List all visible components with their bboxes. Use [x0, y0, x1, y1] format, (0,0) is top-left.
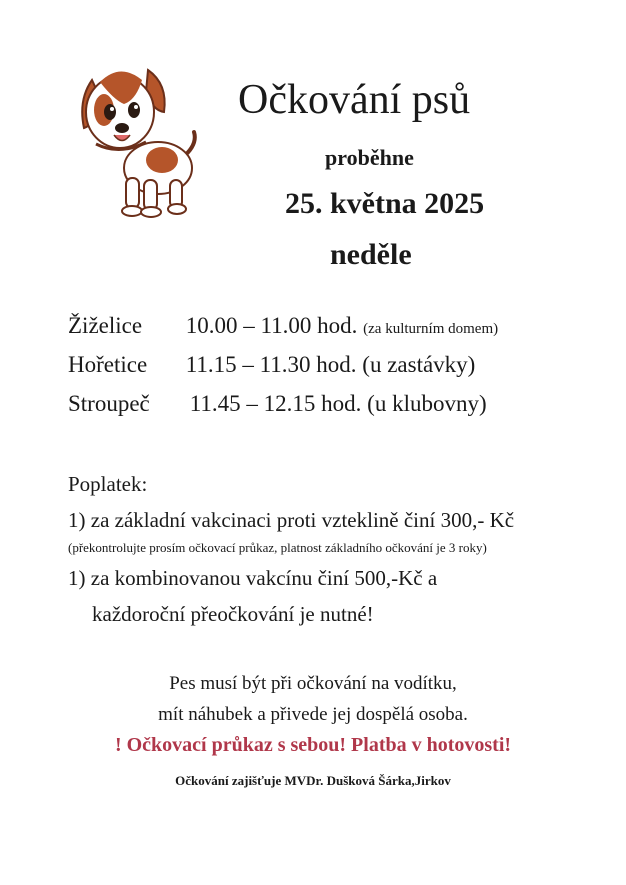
schedule-time: 11.45 – 12.15 hod.: [189, 391, 362, 416]
event-date: 25. května 2025: [285, 187, 485, 220]
schedule-row: [68, 391, 487, 417]
schedule-place: Hořetice: [68, 352, 148, 377]
schedule-time: 11.15 – 11.30 hod.: [185, 352, 357, 377]
page-title: Očkování psů: [238, 77, 471, 123]
fee-note: (překontrolujte prosím očkovací průkaz, platnost základního očkování je 3 roky): [68, 540, 487, 555]
schedule-time: 10.00 – 11.00 hod.: [185, 313, 358, 338]
schedule-place: Stroupeč: [68, 391, 150, 416]
warning-text: ! Očkovací průkaz s sebou! Platba v hotovosti!: [114, 734, 512, 756]
info-line-2: mít náhubek a přivede jej dospělá osoba.: [158, 704, 468, 725]
schedule-row: [68, 313, 498, 339]
schedule-note: (u klubovny): [367, 391, 487, 416]
fee-basic: 1) za základní vakcinaci proti vzteklině činí 300,- Kč: [68, 508, 515, 532]
fee-combined-cont: každoroční přeočkování je nutné!: [92, 602, 374, 626]
vet-credit: Očkování zajišťuje MVDr. Dušková Šárka,Jirkov: [175, 773, 451, 788]
fee-combined: 1) za kombinovanou vakcínu činí 500,-Kč a: [68, 566, 438, 590]
subtitle: proběhne: [325, 145, 414, 170]
schedule-note: (za kulturním domem): [363, 321, 499, 337]
schedule-note: (u zastávky): [362, 352, 476, 377]
fees-label: Poplatek:: [68, 472, 148, 496]
puppy-illustration: [70, 40, 200, 220]
event-weekday: neděle: [330, 238, 412, 271]
schedule-row: [68, 352, 475, 378]
schedule-place: Žiželice: [68, 313, 143, 338]
info-line-1: Pes musí být při očkování na vodítku,: [169, 673, 457, 694]
